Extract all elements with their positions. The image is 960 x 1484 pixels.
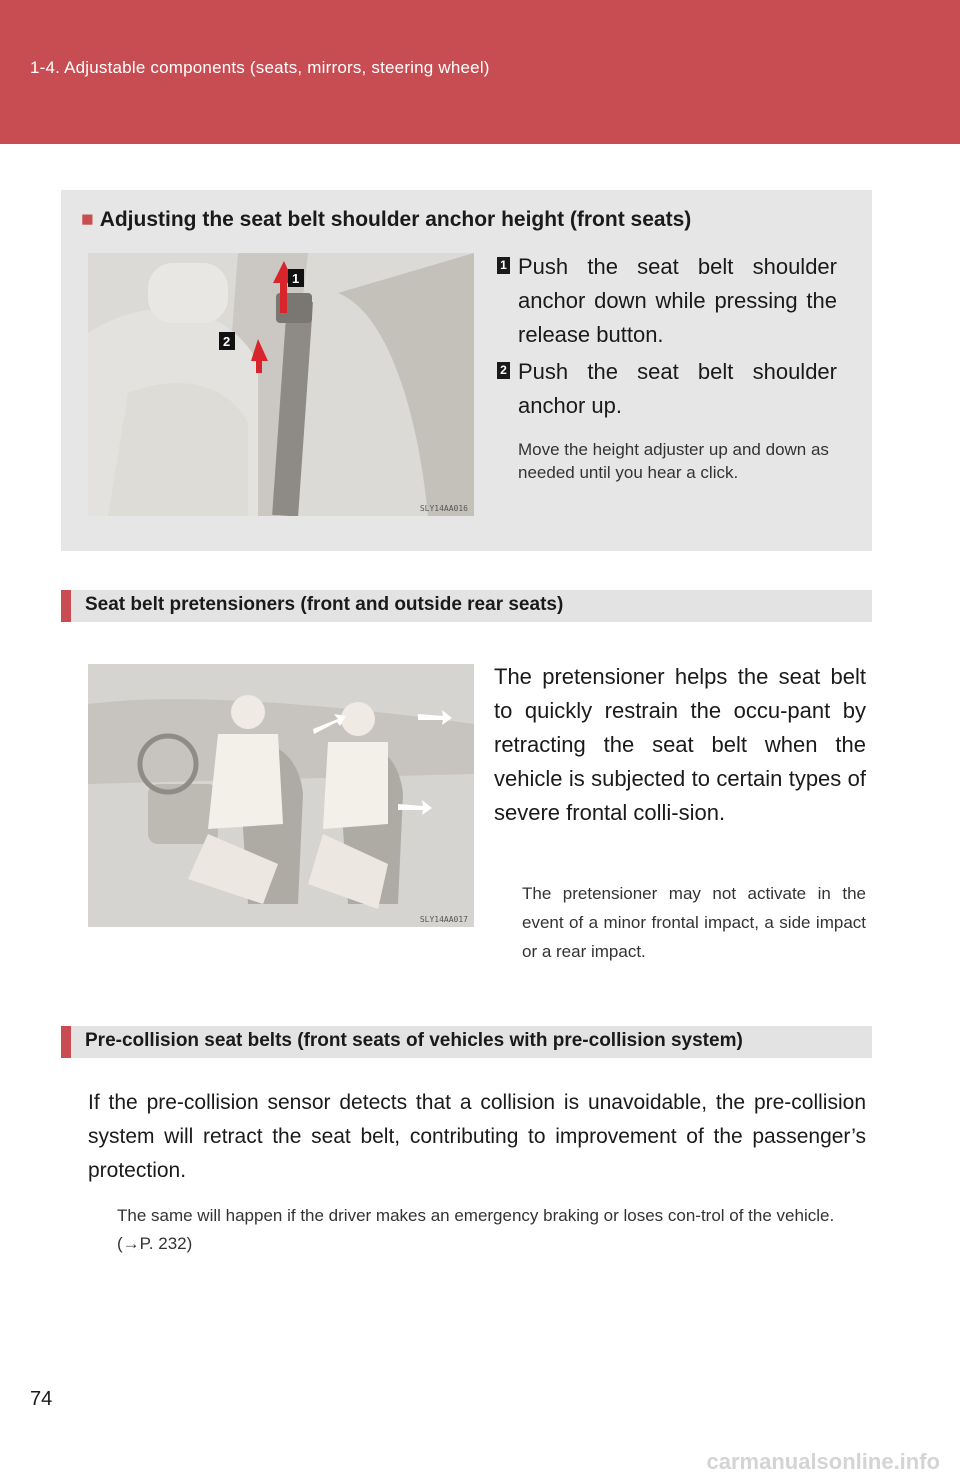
site-watermark: carmanualsonline.info [706, 1449, 940, 1474]
step-1 [497, 250, 837, 352]
chapter-title: 1-4. Adjustable components (seats, mirrors, steering wheel) [30, 58, 490, 77]
svg-text:2: 2 [223, 334, 231, 349]
pretensioner-note: The pretensioner may not activate in the event of a minor frontal impact, a side impact or a rear impact. [522, 884, 866, 961]
image-code: SLY14AA016 [419, 504, 468, 513]
precollision-note: The same will happen if the driver makes an emergency braking or loses con-trol of the vehicle. (→P. 232) [117, 1206, 835, 1253]
section-heading-pretensioners: Seat belt pretensioners (front and outside rear seats) [61, 590, 872, 622]
image-code: SLY14AA017 [419, 915, 468, 924]
precollision-body-text: If the pre-collision sensor detects that a collision is unavoidable, the pre-collision system will retract the seat belt, contributing to improvement of the passenger’s protection. [88, 1091, 866, 1182]
chapter-header-band [0, 0, 960, 144]
pretensioner-illustration [88, 664, 474, 927]
svg-text:1: 1 [292, 271, 300, 286]
callout-title: ■ Adjusting the seat belt shoulder anchor height (front seats) [81, 208, 692, 231]
step-text: Push the seat belt shoulder anchor up. [518, 359, 837, 418]
shoulder-anchor-illustration [88, 253, 474, 516]
pretensioner-body-text: The pretensioner helps the seat belt to quickly restrain the occu-pant by retracting the seat belt when the vehicle is subjected to certain types of severe frontal colli-sion. [494, 664, 866, 825]
square-bullet-icon: ■ [81, 208, 94, 231]
callout-note: Move the height adjuster up and down as needed until you hear a click. [518, 440, 829, 482]
step-text: Push the seat belt shoulder anchor down while pressing the release button. [518, 254, 837, 347]
section-heading-precollision: Pre-collision seat belts (front seats of vehicles with pre-collision system) [61, 1026, 872, 1058]
step-number-badge: 2 [497, 362, 510, 379]
step-number-badge: 1 [497, 257, 510, 274]
seat-belt-anchor-callout [61, 190, 872, 551]
step-2 [497, 355, 837, 423]
page-number: 74 [30, 1388, 53, 1410]
